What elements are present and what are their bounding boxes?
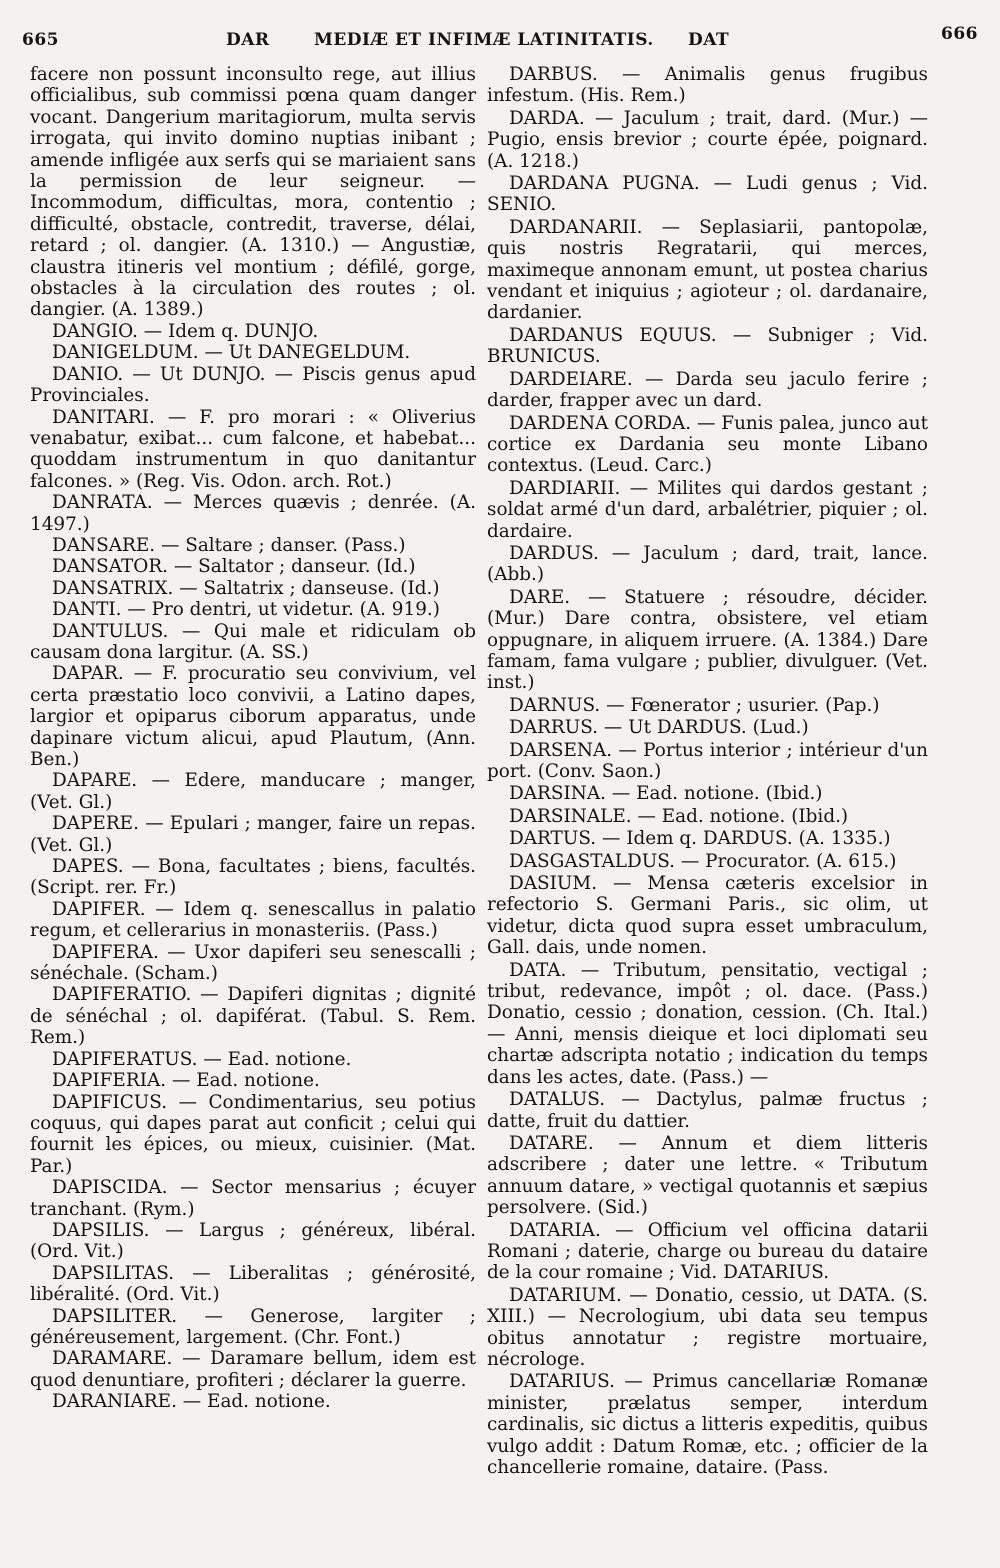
entry-definition: — Primus cancellariæ Romanæ minister, prælatus semper, interdum cardinalis, sic dictus a litteris expeditis, quibus vulgo addit : Datum Romæ, etc. ; officier de la chancellerie romaine, dataire. (Pass. [487, 1371, 928, 1478]
entry-definition: — Ludi genus ; Vid. SENIO. [487, 173, 928, 216]
entry-headword: DAPARE. [52, 770, 138, 792]
entry-definition: — Ut DUNJO. — Piscis genus apud Provinciales. [30, 363, 476, 407]
entry-headword: DASIUM. [509, 873, 598, 895]
dictionary-entry [30, 621, 476, 664]
dictionary-entry [487, 1220, 928, 1284]
entry-headword: DAPSILITAS. [52, 1262, 175, 1284]
entry-definition: — Uxor dapiferi seu senescalli ; sénéchale. (Scham.) [30, 941, 476, 985]
page-number-left: 665 [22, 30, 59, 50]
dictionary-entry [487, 413, 928, 477]
dictionary-entry [487, 369, 928, 412]
entry-definition: — Funis palea, junco aut cortice ex Dardania seu monte Libano contextus. (Leud. Carc.) [487, 412, 928, 477]
dictionary-entry [30, 813, 476, 856]
entry-definition: — Fœnerator ; usurier. (Pap.) [606, 694, 880, 716]
entry-headword: DANSARE. [52, 534, 156, 556]
dictionary-entry [30, 578, 476, 599]
page-number-right: 666 [941, 24, 978, 44]
entry-headword: DARDUS. [509, 542, 599, 564]
dictionary-entry [30, 407, 476, 493]
entry-definition: — Statuere ; résoudre, décider. (Mur.) Dare contra, obsistere, vel etiam oppugnare, in aliquem irruere. (A. 1384.) Dare famam, fama vulgare ; publier, divulguer. (Vet. inst.) [487, 586, 928, 694]
entry-definition: — Ead. notione. (Ibid.) [611, 783, 823, 805]
entry-headword: DARDIARII. [509, 477, 621, 499]
dictionary-entry [30, 856, 476, 899]
dictionary-entry [30, 663, 476, 770]
entry-headword: DANRATA. [52, 492, 153, 514]
entry-definition: — Generose, largiter ; généreusement, largement. (Chr. Font.) [30, 1305, 476, 1348]
entry-headword: DAPSILIS. [52, 1219, 150, 1241]
entry-headword: DARDANA PUGNA. [509, 173, 700, 195]
dictionary-entry [487, 587, 928, 694]
dictionary-entry [30, 342, 476, 363]
entry-headword: DATALUS. [509, 1089, 606, 1111]
entry-headword: DANTI. [52, 599, 122, 621]
dictionary-entry [487, 1133, 928, 1219]
entry-headword: DARTUS. [509, 828, 597, 850]
dictionary-entry [487, 740, 928, 783]
entry-definition: — Seplasiarii, pantopolæ, quis nostris Regratarii, qui merces, maximeque annonam emunt, ut postea charius vendant et iniquius ; agioteur ; ol. dardanaire, dardanier. [487, 216, 928, 324]
dictionary-entry [30, 1220, 476, 1263]
dictionary-entry [30, 1049, 476, 1070]
running-title: MEDIÆ ET INFIMÆ LATINITATIS. [314, 30, 654, 50]
entry-headword: DAPIFERA. [52, 941, 159, 963]
dictionary-entry [487, 478, 928, 542]
entry-headword: DAPIFICUS. [52, 1091, 168, 1113]
dictionary-entry [487, 543, 928, 586]
dictionary-entry [487, 806, 928, 827]
entry-definition: — Procurator. (A. 615.) [680, 850, 897, 872]
entry-definition: — Officium vel officina datarii Romani ; daterie, charge ou bureau du dataire de la cour romaine ; Vid. DATARIUS. [487, 1219, 928, 1284]
entry-headword: DATARIUM. [509, 1284, 622, 1306]
dictionary-entry [487, 325, 928, 368]
dictionary-entry [487, 217, 928, 324]
entry-headword: DARRUS. [509, 717, 599, 739]
dictionary-entry [30, 599, 476, 620]
entry-headword: DATARIA. [509, 1219, 601, 1241]
entry-definition: — Dapiferi dignitas ; dignité de sénéchal ; ol. dapiférat. (Tabul. S. Rem. Rem.) [30, 984, 476, 1049]
dictionary-entry [487, 783, 928, 804]
entry-definition: — Pro dentri, ut videtur. (A. 919.) [127, 599, 440, 621]
entry-definition: — Idem q. DUNJO. [143, 320, 319, 342]
entry-definition: — Idem q. senescallus in palatio regum, et cellerarius in monasteriis. (Pass.) [30, 898, 476, 942]
dictionary-entry [487, 717, 928, 738]
dictionary-entry [30, 1306, 476, 1349]
entry-definition: — Qui male et ridiculam ob causam dona largitur. (A. SS.) [30, 620, 476, 663]
entry-headword: DANSATRIX. [52, 577, 174, 599]
dictionary-entry [30, 321, 476, 342]
entry-headword: DARSENA. [509, 739, 613, 761]
entry-definition: — Dactylus, palmæ fructus ; datte, fruit du dattier. [487, 1089, 928, 1132]
entry-definition: — Merces quævis ; denrée. (A. 1497.) [30, 492, 476, 535]
entry-headword: DARAMARE. [52, 1348, 173, 1370]
dictionary-entry [487, 108, 928, 172]
entry-definition: — Daramare bellum, idem est quod denuntiare, profiteri ; déclarer la guerre. [30, 1348, 476, 1391]
entry-headword: DATARE. [509, 1132, 594, 1154]
entry-headword: DANIGELDUM. [52, 342, 199, 364]
entry-definition: — Ead. notione. (Ibid.) [637, 805, 849, 827]
entry-definition: — Ead. notione. [171, 1070, 320, 1092]
dictionary-entry [30, 899, 476, 942]
entry-headword: DARSINALE. [509, 805, 632, 827]
dictionary-entry [30, 64, 476, 321]
entry-headword: DARDANUS EQUUS. [509, 324, 717, 346]
entry-headword: DAPISCIDA. [52, 1177, 168, 1199]
entry-definition: — Idem q. DARDUS. (A. 1335.) [601, 828, 891, 850]
dictionary-entry [30, 1092, 476, 1178]
entry-headword: DARDENA CORDA. [509, 412, 692, 434]
dictionary-entry [30, 770, 476, 813]
entry-headword: DANTULUS. [52, 620, 169, 642]
entry-headword: DATA. [509, 959, 567, 981]
dictionary-entry [487, 1089, 928, 1132]
entry-definition: — Epulari ; manger, faire un repas. (Vet. Gl.) [30, 813, 476, 856]
entry-definition: — Largus ; généreux, libéral. (Ord. Vit.) [30, 1219, 476, 1263]
entry-definition: — Ut DANEGELDUM. [204, 342, 411, 364]
entry-headword: DANSATOR. [52, 556, 169, 578]
entry-definition: — Milites qui dardos gestant ; soldat armé d'un dard, arbalétrier, piquier ; ol. dardaire. [487, 477, 928, 542]
entry-definition: — Donatio, cessio, ut DATA. (S. XIII.) — Necrologium, ubi data seu tempus obitus annotatur ; registre mortuaire, nécrologe. [487, 1284, 928, 1370]
entry-definition: — Portus interior ; intérieur d'un port. (Conv. Saon.) [487, 739, 928, 782]
entry-headword: DARDANARII. [509, 216, 643, 238]
catchword-right: DAT [688, 30, 730, 50]
entry-headword: DARBUS. [509, 64, 598, 85]
right-column [487, 64, 928, 1478]
dictionary-entry [30, 1348, 476, 1391]
entry-headword: DARSINA. [509, 783, 606, 805]
entry-headword: DAPIFERATIO. [52, 984, 192, 1006]
entry-headword: DAPSILITER. [52, 1305, 178, 1327]
entry-headword: DASGASTALDUS. [509, 850, 675, 872]
entry-headword: DAPERE. [52, 813, 139, 835]
left-column [30, 64, 476, 1413]
dictionary-entry [487, 1285, 928, 1371]
dictionary-entry [30, 1070, 476, 1091]
entry-headword: DANIO. [52, 363, 124, 385]
entry-headword: DAPES. [52, 856, 124, 878]
entry-definition: — Jaculum ; trait, dard. (Mur.) — Pugio, ensis brevior ; courte épée, poignard. (A. 1218.) [487, 107, 928, 172]
entry-definition: facere non possunt inconsulto rege, aut illius officialibus, sub commissi pœna quam danger vocant. Dangerium maritagiorum, multa servis irrogata, qui invito domino nuptias inibant ; amende infligée aux serfs qui se mariaient sans la permission de leur seigneur. — Incommodum, difficultas, mora, contentio ; difficulté, obstacle, contredit, traverse, délai, retard ; ol. dangier. (A. 1310.) — Angustiæ, claustra itineris vel montium ; défilé, gorge, obstacles à la circulation des routes ; ol. dangier. (A. 1389.) [30, 64, 476, 321]
entry-headword: DARE. [509, 586, 571, 608]
entry-definition: — Subniger ; Vid. BRUNICUS. [487, 324, 928, 368]
entry-headword: DANITARI. [52, 406, 155, 428]
entry-definition: — Sector mensarius ; écuyer tranchant. (Rym.) [30, 1177, 476, 1220]
entry-headword: DARANIARE. [52, 1391, 177, 1413]
dictionary-entry [487, 828, 928, 849]
entry-definition: — Saltatrix ; danseuse. (Id.) [179, 577, 440, 599]
entry-definition: — Ead. notione. [182, 1391, 331, 1413]
dictionary-entry [487, 851, 928, 872]
entry-definition: — Tributum, pensitatio, vectigal ; tribut, redevance, impôt ; ol. dace. (Pass.) Donatio, cessio ; donation, cession. (Ch. Ital.) — Anni, mensis dieique et loci diplomati seu chartæ adscripta notatio ; indication du temps dans les actes, date. (Pass.) — [487, 959, 928, 1088]
entry-headword: DANGIO. [52, 320, 138, 342]
entry-headword: DAPIFERIA. [52, 1070, 167, 1092]
entry-headword: DAPIFER. [52, 898, 146, 920]
entry-definition: — Condimentarius, seu potius coquus, qui dapes parat aut conficit ; celui qui fournit les épices, ou mieux, cuisinier. (Mat. Par.) [30, 1091, 476, 1177]
entry-definition: — Jaculum ; dard, trait, lance. (Abb.) [487, 542, 928, 586]
dictionary-entry [487, 64, 928, 107]
dictionary-entry [30, 1177, 476, 1220]
dictionary-entry [30, 942, 476, 985]
entry-definition: — Ead. notione. [203, 1048, 352, 1070]
dictionary-entry [30, 1391, 476, 1412]
entry-headword: DARDA. [509, 107, 585, 129]
entry-headword: DAPAR. [52, 663, 124, 685]
entry-definition: — Saltator ; danseur. (Id.) [173, 556, 416, 578]
dictionary-entry [487, 960, 928, 1088]
entry-definition: — Saltare ; danser. (Pass.) [160, 534, 406, 556]
dictionary-entry [487, 873, 928, 959]
entry-definition: — Darda seu jaculo ferire ; darder, frapper avec un dard. [487, 368, 928, 412]
dictionary-entry [487, 1371, 928, 1478]
catchword-left: DAR [226, 30, 270, 50]
entry-definition: — Mensa cæteris excelsior in refectorio S. Germani Paris., sic olim, ut videtur, dicta quod supra esset umbraculum, Gall. dais, unde nomen. [487, 873, 928, 959]
entry-definition: — Liberalitas ; générosité, libéralité. (Ord. Vit.) [30, 1262, 476, 1306]
entry-definition: — F. pro morari : « Oliverius venabatur, exibat... cum falcone, et habebat... quoddam instrumentum in quo danitantur falcones. » (Reg. Vis. Odon. arch. Rot.) [30, 406, 476, 492]
entry-headword: DARNUS. [509, 694, 601, 716]
entry-headword: DAPIFERATUS. [52, 1048, 198, 1070]
dictionary-entry [30, 492, 476, 535]
dictionary-entry [30, 984, 476, 1048]
entry-definition: — Ut DARDUS. (Lud.) [603, 717, 809, 739]
dictionary-entry [487, 695, 928, 716]
entry-headword: DATARIUS. [509, 1371, 615, 1393]
dictionary-entry [30, 556, 476, 577]
dictionary-entry [30, 535, 476, 556]
dictionary-entry [487, 173, 928, 216]
running-head [22, 24, 978, 60]
dictionary-entry [30, 364, 476, 407]
entry-definition: — Edere, manducare ; manger, (Vet. Gl.) [30, 770, 476, 813]
entry-definition: — Animalis genus frugibus infestum. (His. Rem.) [487, 64, 928, 107]
entry-definition: — Annum et diem litteris adscribere ; dater une lettre. « Tributum annuum datare, » vectigal quotannis et sæpius persolvere. (Sid.) [487, 1132, 928, 1219]
dictionary-entry [30, 1263, 476, 1306]
entry-definition: — F. procuratio seu convivium, vel certa præstatio loco convivii, a Latino dapes, largior et opiparus ciborum apparatus, unde dapinare victum alicui, apud Plautum, (Ann. Ben.) [30, 663, 476, 770]
entry-headword: DARDEIARE. [509, 368, 633, 390]
entry-definition: — Bona, facultates ; biens, facultés. (Script. rer. Fr.) [30, 856, 476, 899]
